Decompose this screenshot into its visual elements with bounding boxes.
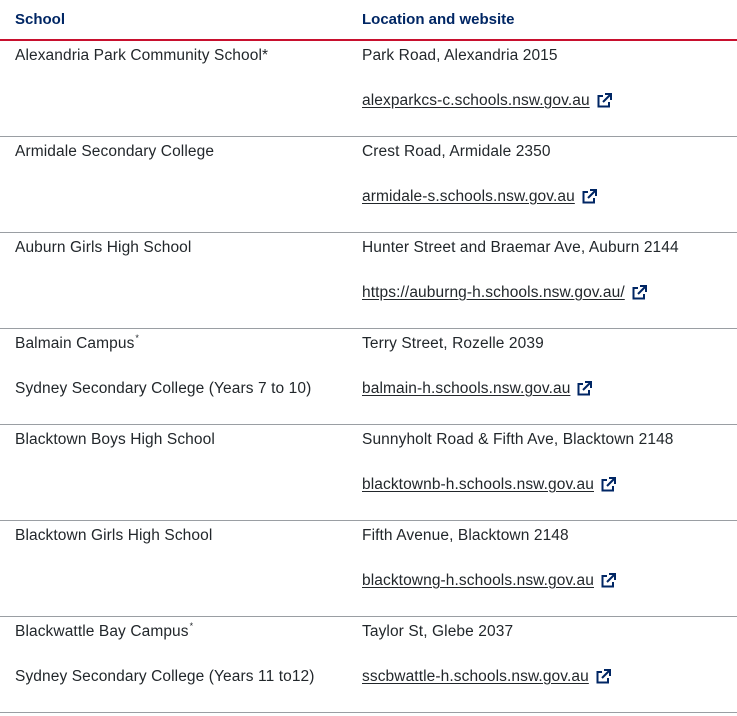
school-website-cell	[362, 284, 648, 302]
table-row	[0, 617, 737, 713]
school-address: Taylor St, Glebe 2037	[362, 623, 514, 640]
school-website-cell	[362, 380, 593, 398]
external-link-icon	[595, 92, 613, 110]
school-address: Terry Street, Rozelle 2039	[362, 335, 544, 352]
school-website-link[interactable]: https://auburng-h.schools.nsw.gov.au/	[362, 284, 648, 302]
school-address: Sunnyholt Road & Fifth Ave, Blacktown 2148	[362, 431, 674, 448]
table-row	[0, 425, 737, 521]
school-website-link[interactable]: blacktowng-h.schools.nsw.gov.au	[362, 572, 617, 590]
table-header	[0, 0, 737, 41]
school-name: Blackwattle Bay Campus*	[15, 621, 194, 640]
school-name: Auburn Girls High School	[15, 239, 192, 256]
school-website-link[interactable]: blacktownb-h.schools.nsw.gov.au	[362, 476, 617, 494]
school-website-link[interactable]: balmain-h.schools.nsw.gov.au	[362, 380, 593, 398]
column-header-location: Location and website	[362, 11, 515, 28]
footnote-marker: *	[135, 333, 140, 343]
school-subtitle: Sydney Secondary College (Years 7 to 10)	[15, 380, 312, 397]
external-link-icon	[599, 476, 617, 494]
school-website-link[interactable]: armidale-s.schools.nsw.gov.au	[362, 188, 598, 206]
school-address: Crest Road, Armidale 2350	[362, 143, 551, 160]
external-link-icon	[599, 572, 617, 590]
external-link-icon	[580, 188, 598, 206]
school-website-cell	[362, 92, 613, 110]
school-address: Fifth Avenue, Blacktown 2148	[362, 527, 569, 544]
table-row	[0, 233, 737, 329]
table-row	[0, 521, 737, 617]
footnote-marker: *	[189, 621, 194, 631]
school-address: Park Road, Alexandria 2015	[362, 47, 558, 64]
column-header-school: School	[15, 11, 66, 28]
school-website-cell	[362, 572, 617, 590]
school-website-cell	[362, 668, 612, 686]
table-row	[0, 41, 737, 137]
table-body	[0, 41, 737, 713]
school-name: Blacktown Boys High School	[15, 431, 215, 448]
school-name: Alexandria Park Community School*	[15, 47, 269, 64]
school-website-cell	[362, 476, 617, 494]
school-website-link[interactable]: sscbwattle-h.schools.nsw.gov.au	[362, 668, 612, 686]
external-link-icon	[594, 668, 612, 686]
school-name: Armidale Secondary College	[15, 143, 215, 160]
external-link-icon	[575, 380, 593, 398]
table-row	[0, 329, 737, 425]
school-subtitle: Sydney Secondary College (Years 11 to12)	[15, 668, 315, 685]
external-link-icon	[630, 284, 648, 302]
school-name: Balmain Campus*	[15, 333, 140, 352]
school-website-link[interactable]: alexparkcs-c.schools.nsw.gov.au	[362, 92, 613, 110]
table-row	[0, 137, 737, 233]
school-website-cell	[362, 188, 598, 206]
school-name: Blacktown Girls High School	[15, 527, 213, 544]
school-address: Hunter Street and Braemar Ave, Auburn 2144	[362, 239, 679, 256]
